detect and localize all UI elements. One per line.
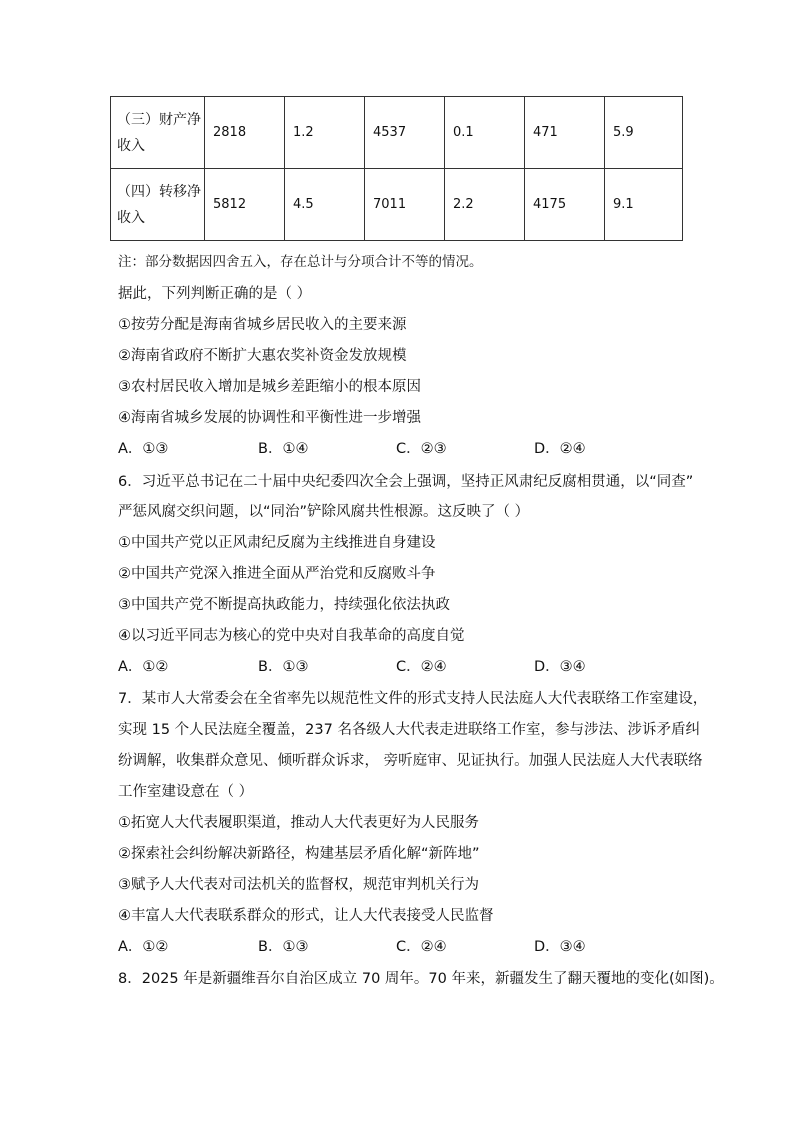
q7-stem-line-4: 工作室建设意在（ ） <box>118 784 254 800</box>
q6-item-2: ②中国共产党深入推进全面从严治党和反腐败斗争 <box>118 566 436 582</box>
q7-stem-line-2: 实现 15 个人民法庭全覆盖，237 名各级人大代表走进联络工作室，参与涉法、涉诉矛盾纠 <box>118 722 700 738</box>
table-cell: 471 <box>525 97 605 169</box>
q5-option-a[interactable]: A．①③ <box>118 441 169 457</box>
table-cell: 7011 <box>365 169 445 241</box>
table-row <box>111 97 683 169</box>
q5-item-2: ②海南省政府不断扩大惠农奖补资金发放规模 <box>118 348 407 364</box>
q7-item-3: ③赋予人大代表对司法机关的监督权，规范审判机关行为 <box>118 877 479 893</box>
q6-option-b[interactable]: B．①③ <box>258 659 309 675</box>
q6-stem-line-1: 6．习近平总书记在二十届中央纪委四次全会上强调，坚持正风肃纪反腐相贯通，以“同查” <box>118 474 694 490</box>
table-cell: 9.1 <box>605 169 683 241</box>
q7-option-b[interactable]: B．①③ <box>258 939 309 955</box>
row-label: （四）转移净 收入 <box>111 169 205 241</box>
income-table <box>110 96 683 241</box>
q5-item-4: ④海南省城乡发展的协调性和平衡性进一步增强 <box>118 410 421 426</box>
q7-stem-line-3: 纷调解，收集群众意见、倾听群众诉求， 旁听庭审、见证执行。加强人民法庭人大代表联络 <box>118 753 703 769</box>
q7-item-1: ①拓宽人大代表履职渠道，推动人大代表更好为人民服务 <box>118 815 479 831</box>
table-row <box>111 169 683 241</box>
q6-item-4: ④以习近平同志为核心的党中央对自我革命的高度自觉 <box>118 628 465 644</box>
q6-option-c[interactable]: C．②④ <box>396 659 447 675</box>
table-note: 注：部分数据因四舍五入，存在总计与分项合计不等的情况。 <box>118 254 483 270</box>
q5-options <box>118 439 698 459</box>
table-cell: 5.9 <box>605 97 683 169</box>
table-cell: 4175 <box>525 169 605 241</box>
q6-item-3: ③中国共产党不断提高执政能力，持续强化依法执政 <box>118 597 450 613</box>
q5-option-b[interactable]: B．①④ <box>258 441 309 457</box>
table-cell: 0.1 <box>445 97 525 169</box>
row-label: （三）财产净 收入 <box>111 97 205 169</box>
q5-item-3: ③农村居民收入增加是城乡差距缩小的根本原因 <box>118 379 421 395</box>
q5-stem: 据此，下列判断正确的是（ ） <box>118 286 312 302</box>
q7-item-4: ④丰富人大代表联系群众的形式，让人大代表接受人民监督 <box>118 908 494 924</box>
q7-stem-line-1: 7．某市人大常委会在全省率先以规范性文件的形式支持人民法庭人大代表联络工作室建设， <box>118 691 708 707</box>
table-cell: 2.2 <box>445 169 525 241</box>
table-cell: 4537 <box>365 97 445 169</box>
table-cell: 2818 <box>205 97 285 169</box>
q8-stem-line-1: 8．2025 年是新疆维吾尔自治区成立 70 周年。70 年来，新疆发生了翻天覆地的变化(如图)。 <box>118 971 724 987</box>
q5-option-c[interactable]: C．②③ <box>396 441 447 457</box>
q7-option-c[interactable]: C．②④ <box>396 939 447 955</box>
q5-option-d[interactable]: D．②④ <box>534 441 586 457</box>
q7-option-a[interactable]: A．①② <box>118 939 169 955</box>
q5-item-1: ①按劳分配是海南省城乡居民收入的主要来源 <box>118 317 407 333</box>
table-cell: 1.2 <box>285 97 365 169</box>
q7-option-d[interactable]: D．③④ <box>534 939 586 955</box>
q7-options <box>118 937 698 957</box>
q6-stem-line-2: 严惩风腐交织问题，以“同治”铲除风腐共性根源。这反映了（ ） <box>118 504 530 520</box>
q7-item-2: ②探索社会纠纷解决新路径，构建基层矛盾化解“新阵地” <box>118 846 480 862</box>
q6-item-1: ①中国共产党以正风肃纪反腐为主线推进自身建设 <box>118 535 436 551</box>
table-cell: 5812 <box>205 169 285 241</box>
q6-option-a[interactable]: A．①② <box>118 659 169 675</box>
q6-options <box>118 657 698 677</box>
table-cell: 4.5 <box>285 169 365 241</box>
q6-option-d[interactable]: D．③④ <box>534 659 586 675</box>
